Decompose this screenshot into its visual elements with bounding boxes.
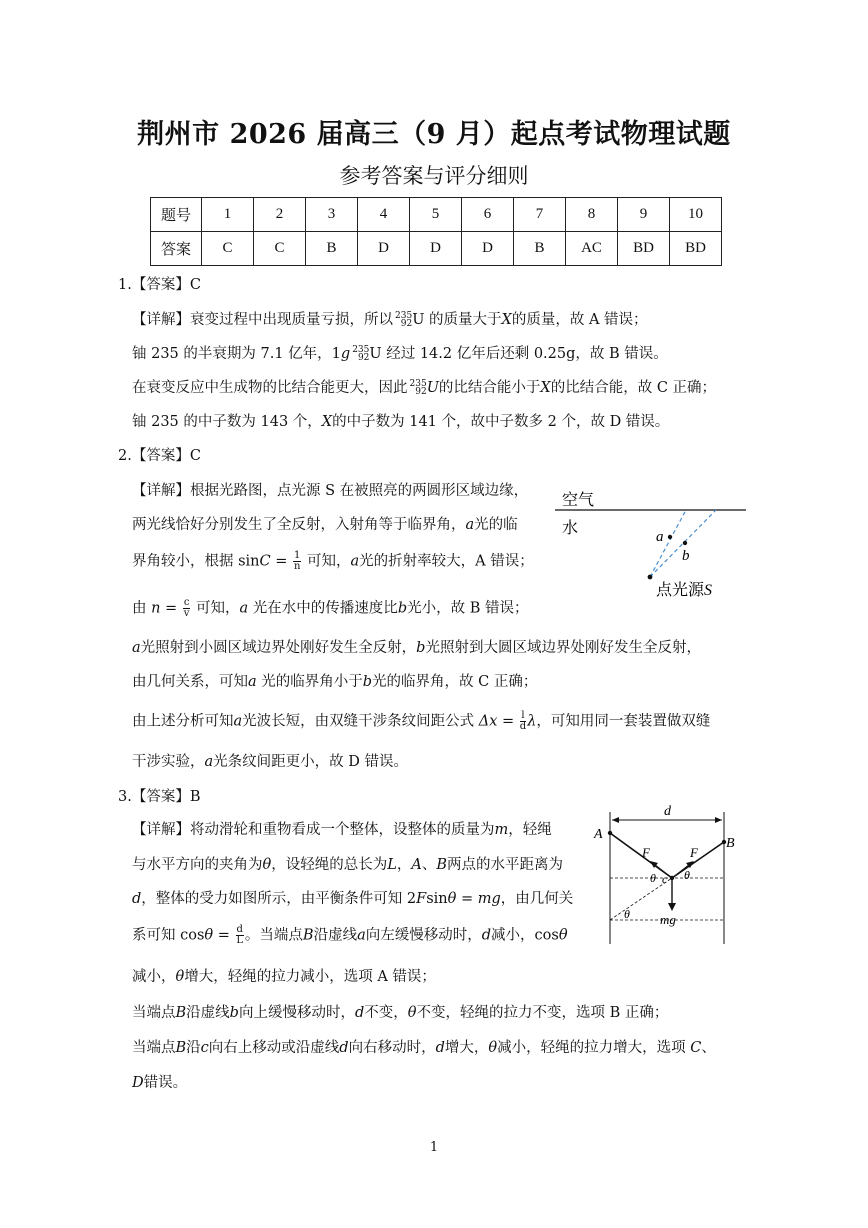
- text: 铀 235 的中子数为 143 个，: [132, 414, 322, 430]
- variable: n: [151, 600, 161, 617]
- variable: d: [339, 1040, 349, 1056]
- text: 可知，: [302, 553, 351, 570]
- fraction: [520, 711, 526, 732]
- point-a-marker: [668, 535, 672, 539]
- text: 增大，轻绳的拉力减小，选项 A 错误；: [184, 969, 436, 985]
- page-subtitle: 参考答案与评分细则: [339, 164, 529, 188]
- text: 不变，: [364, 1005, 408, 1021]
- table-cell: 9: [618, 198, 670, 232]
- label-B: B: [726, 836, 735, 851]
- fraction: [236, 925, 244, 946]
- table-cell: C: [202, 232, 254, 266]
- mass-number: 235: [352, 345, 370, 355]
- pulley-force-diagram: [592, 800, 752, 950]
- text: 光的临界角，故 C 正确；: [372, 674, 538, 690]
- arrow-head-left: [612, 817, 619, 823]
- text: 界角较小，根据 sin: [132, 553, 260, 570]
- table-cell: 6: [462, 198, 514, 232]
- q1-line-4: [132, 412, 669, 432]
- label-theta-3: θ: [624, 907, 630, 921]
- text: 光的临: [474, 517, 518, 533]
- text: 在衰变反应中生成物的比结合能更大，因此: [132, 380, 408, 396]
- text: =: [456, 891, 478, 907]
- point-B-marker: [722, 840, 726, 844]
- arrow-head-right: [715, 817, 722, 823]
- page-number: 1: [429, 1140, 439, 1155]
- q3-line-1: [132, 820, 552, 840]
- table-row: [151, 198, 722, 232]
- source-label-text: 点光源: [656, 582, 705, 599]
- variable: b: [229, 1005, 239, 1021]
- q3-line-6: [132, 1003, 668, 1023]
- atomic-number: 92: [357, 353, 370, 363]
- text: 不变，轻绳的拉力不变，选项 B 正确；: [416, 1005, 669, 1021]
- text: 光小，故 B 错误；: [407, 600, 529, 617]
- denominator: n: [293, 561, 301, 572]
- variable: b: [397, 600, 408, 617]
- point-b-marker: [683, 541, 687, 545]
- variable: L: [387, 857, 397, 873]
- label-theta-1: θ: [650, 871, 656, 885]
- variable: X: [321, 414, 333, 430]
- table-cell: D: [410, 232, 462, 266]
- q1-line-1: [132, 310, 648, 330]
- text: 【详解】衰变过程中出现质量亏损，所以: [132, 312, 393, 328]
- text: 光波长短，由双缝干涉条纹间距公式: [242, 713, 479, 730]
- mass-number: 235: [395, 311, 413, 321]
- text: 的中子数为 141 个，故中子数多 2 个，故 D 错误。: [332, 414, 670, 430]
- variable: θ: [262, 857, 272, 873]
- text: =: [270, 553, 293, 570]
- label-F-left: F: [642, 845, 650, 860]
- text: 向右移动时，: [348, 1040, 436, 1056]
- text: 增大，: [444, 1040, 489, 1056]
- text: 向右上移动或沿虚线: [208, 1040, 340, 1056]
- text: 干涉实验，: [132, 754, 205, 770]
- table-row: [151, 232, 722, 266]
- q3-line-7: [132, 1038, 716, 1058]
- text: 【详解】将动滑轮和重物看成一个整体，设整体的质量为: [132, 822, 495, 838]
- q2-line-5: [132, 638, 701, 658]
- q1-line-3: [132, 378, 716, 398]
- label-A: A: [594, 827, 603, 842]
- text: U 的质量大于: [412, 312, 502, 328]
- variable: a: [248, 674, 257, 690]
- table-cell: 3: [306, 198, 358, 232]
- text: =: [497, 713, 519, 730]
- variable: b: [362, 674, 373, 690]
- mass-number: 235: [409, 379, 427, 389]
- text: =: [160, 600, 182, 617]
- force-mg-head: [668, 903, 676, 911]
- text: 向上缓慢移动时，: [238, 1005, 355, 1021]
- q3-heading: 3.【答案】B: [118, 789, 201, 805]
- table-cell: 7: [514, 198, 566, 232]
- q3-line-4: [132, 925, 568, 946]
- text: 两光线恰好分别发生了全反射，入射角等于临界角，: [132, 517, 466, 533]
- label-d: d: [664, 804, 671, 819]
- variable: a: [132, 640, 141, 656]
- text: =: [213, 927, 235, 944]
- text: U 经过 14.2 亿年后还剩 0.25g，故 B 错误。: [369, 346, 668, 362]
- variable: B: [436, 857, 448, 873]
- q3-line-3: [132, 889, 573, 909]
- text: 、: [701, 1040, 716, 1056]
- variable: B: [302, 927, 314, 944]
- variable: X: [540, 380, 551, 396]
- q3-line-5: [132, 967, 436, 987]
- variable: b: [416, 640, 426, 656]
- text: 光的折射率较大，A 错误；: [359, 553, 534, 570]
- source-label-var: S: [704, 582, 713, 599]
- denominator: v: [183, 608, 190, 619]
- label-F-right: F: [690, 845, 698, 860]
- denominator: L: [236, 935, 244, 946]
- text: 由几何关系，可知: [132, 674, 248, 690]
- variable: mg: [477, 891, 501, 907]
- table-cell: BD: [670, 232, 722, 266]
- text: 系可知 cos: [132, 927, 205, 944]
- numerator: l: [521, 710, 525, 721]
- text: ，由几何关: [500, 891, 574, 907]
- atomic-number: 92: [415, 387, 427, 397]
- variable: m: [494, 822, 509, 838]
- table-cell: C: [254, 232, 306, 266]
- text: 光在水中的传播速度比: [248, 600, 398, 617]
- q2-line-4: [132, 598, 528, 619]
- water-label: 水: [562, 520, 579, 537]
- fraction: [293, 551, 301, 572]
- numerator: 1: [294, 550, 301, 561]
- q3-line-8: [132, 1073, 187, 1093]
- variable: g: [340, 346, 351, 362]
- variable: d: [132, 891, 142, 907]
- text: ，整体的受力如图所示，由平衡条件可知 2: [141, 891, 417, 907]
- answer-table: [150, 197, 722, 266]
- variable: d: [435, 1040, 445, 1056]
- numerator: c: [183, 597, 190, 608]
- variable: a: [465, 517, 475, 533]
- text: 由上述分析可知: [132, 713, 234, 730]
- variable: c: [200, 1040, 209, 1056]
- table-cell: 4: [358, 198, 410, 232]
- table-cell: BD: [618, 232, 670, 266]
- variable: a: [204, 754, 214, 770]
- q2-line-7: [132, 711, 710, 732]
- variable: θ: [407, 1005, 417, 1021]
- rope-right: [672, 842, 724, 878]
- text: 光照射到小圆区域边界处刚好发生全反射，: [140, 640, 417, 656]
- text: 错误。: [143, 1075, 188, 1091]
- text: 沿虚线: [313, 927, 358, 944]
- variable: d: [354, 1005, 365, 1021]
- text: 当端点: [132, 1040, 176, 1056]
- variable: a: [350, 553, 360, 570]
- text: 两点的水平距离为: [447, 857, 564, 873]
- label-b: b: [682, 548, 690, 564]
- q2-line-8: [132, 752, 408, 772]
- light-path-diagram: [550, 485, 760, 605]
- label-mg: mg: [660, 912, 676, 927]
- text: 光的临界角小于: [256, 674, 363, 690]
- text: 的比结合能，故 C 正确；: [550, 380, 717, 396]
- label-theta-2: θ: [684, 868, 690, 882]
- table-cell: D: [462, 232, 514, 266]
- variable: X: [501, 312, 512, 328]
- label-a: a: [656, 529, 664, 545]
- text: 向左缓慢移动时，: [365, 927, 482, 944]
- isotope-notation: [352, 346, 369, 362]
- variable: F: [416, 891, 427, 907]
- text: 光照射到大圆区域边界处刚好发生全反射，: [425, 640, 701, 656]
- variable: a: [239, 600, 249, 617]
- variable: B: [175, 1005, 187, 1021]
- denominator: d: [519, 721, 527, 732]
- label-c: c: [662, 872, 668, 886]
- q3-line-2: [132, 855, 563, 875]
- variable: θ: [558, 927, 568, 944]
- table-header-cell: 题号: [151, 198, 202, 232]
- text: 。当端点: [244, 927, 303, 944]
- text: 减小，: [132, 969, 176, 985]
- source-label: [656, 581, 712, 599]
- table-cell: 5: [410, 198, 462, 232]
- text: ，设轻绳的总长为: [271, 857, 388, 873]
- variable: θ: [204, 927, 214, 944]
- isotope-notation: [395, 312, 412, 328]
- table-cell: 2: [254, 198, 306, 232]
- isotope-notation: [410, 380, 427, 396]
- variable: C: [259, 553, 271, 570]
- text: ，轻绳: [508, 822, 552, 838]
- variable: B: [175, 1040, 187, 1056]
- variable: A: [411, 857, 422, 873]
- text: 光条纹间距更小，故 D 错误。: [213, 754, 408, 770]
- text: ，可知用同一套装置做双缝: [536, 713, 711, 730]
- variable: θ: [447, 891, 457, 907]
- numerator: d: [236, 924, 243, 935]
- variable: a: [233, 713, 243, 730]
- table-header-cell: 答案: [151, 232, 202, 266]
- pulley-marker: [670, 876, 674, 880]
- text: 当端点: [132, 1005, 176, 1021]
- table-cell: 1: [202, 198, 254, 232]
- text: 可知，: [191, 600, 240, 617]
- text: 沿: [186, 1040, 201, 1056]
- variable: D: [132, 1075, 144, 1091]
- q1-line-2: [132, 344, 668, 364]
- variable: θ: [488, 1040, 498, 1056]
- text: 沿虚线: [186, 1005, 230, 1021]
- text: 由: [132, 600, 152, 617]
- q2-line-6: [132, 672, 537, 692]
- table-cell: 8: [566, 198, 618, 232]
- variable: λ: [527, 713, 537, 730]
- variable: θ: [175, 969, 185, 985]
- atomic-number: 92: [400, 319, 413, 329]
- variable: Δx: [478, 713, 498, 730]
- variable: a: [357, 927, 366, 944]
- q1-heading: 1.【答案】C: [118, 277, 201, 293]
- text: 减小，cos: [491, 927, 559, 944]
- table-cell: B: [514, 232, 566, 266]
- point-A-marker: [608, 831, 612, 835]
- text: 的比结合能小于: [438, 380, 541, 396]
- text: 减小，轻绳的拉力增大，选项: [497, 1040, 691, 1056]
- table-cell: 10: [670, 198, 722, 232]
- text: 的质量，故 A 错误；: [511, 312, 648, 328]
- table-cell: D: [358, 232, 410, 266]
- air-label: 空气: [562, 492, 595, 509]
- page-title: 荆州市 2026 届高三（9 月）起点考试物理试题: [137, 119, 731, 150]
- text: 与水平方向的夹角为: [132, 857, 263, 873]
- table-cell: B: [306, 232, 358, 266]
- q2-line-3: [132, 551, 534, 572]
- q2-line-1: 【详解】根据光路图，点光源 S 在被照亮的两圆形区域边缘，: [132, 483, 529, 499]
- q2-line-2: [132, 515, 518, 535]
- source-marker: [648, 575, 653, 580]
- text: 铀 235 的半衰期为 7.1 亿年，1: [132, 346, 341, 362]
- text: 、: [421, 857, 437, 873]
- text: ，: [396, 857, 412, 873]
- variable: d: [481, 927, 492, 944]
- variable: C: [690, 1040, 702, 1056]
- q2-heading: 2.【答案】C: [118, 448, 201, 464]
- fraction: [183, 598, 191, 619]
- variable: U: [426, 380, 439, 396]
- table-cell: AC: [566, 232, 618, 266]
- text: sin: [426, 891, 448, 907]
